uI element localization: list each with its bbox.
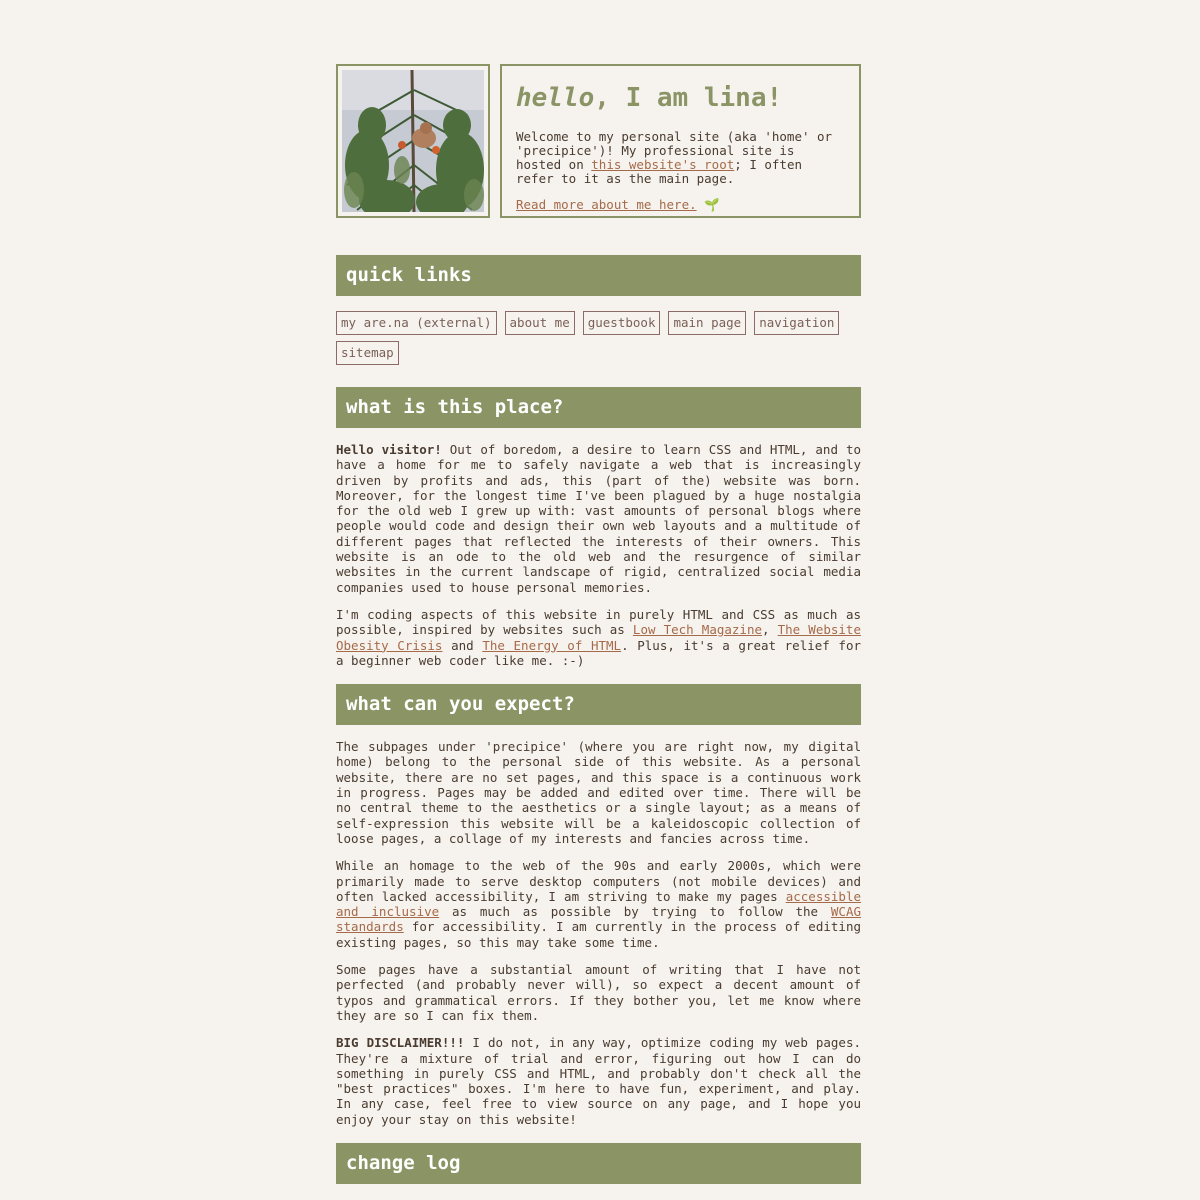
what-is-sep: , [762,622,778,638]
read-more-line [516,198,845,212]
greeting-emphasis: hello [516,83,595,113]
what-is-text-2b: . Plus, it's a great relief for a beginner web coder like me. :-) [336,637,862,668]
intro-text-1: Welcome to my personal site (aka 'home' or 'precipice')! My professional site is hosted on [516,129,833,172]
hello-visitor-bold: Hello visitor! [336,442,442,457]
expect-paragraph-2 [336,858,861,950]
expect-heading: what can you expect? [336,684,861,725]
what-is-and: and [442,637,483,653]
intro-text-2: ; I often refer to it as the main page. [516,157,802,186]
page-title [516,80,845,116]
expect-text-2b: as much as possible by trying to follow the [439,904,831,920]
read-more-link[interactable]: Read more about me here. [516,197,697,212]
quick-link-arena[interactable]: my are.na (external) [336,311,497,335]
disclaimer-bold: BIG DISCLAIMER!!! [336,1035,465,1051]
website-obesity-crisis-link[interactable]: The Website Obesity Crisis [336,622,861,653]
expect-text-4: I do not, in any way, optimize coding my web pages. They're a mixture of trial and error, figuring out how I can do something in purely CSS and HTML, and probably don't check all the "best practices" boxes. I'm here to have fun, experiment, and play. In any case, feel free to view source on any page, and I hope you enjoy your stay on this website! [336,1035,861,1127]
profile-photo-frame [336,64,490,218]
expect-paragraph-4 [336,1035,861,1127]
energy-of-html-link[interactable]: The Energy of HTML [482,637,622,653]
wcag-standards-link[interactable]: WCAG standards [336,904,862,935]
website-root-link[interactable]: this website's root [591,157,735,172]
quick-link-main-page[interactable]: main page [668,311,746,335]
quick-link-navigation[interactable]: navigation [754,311,839,335]
expect-text-2a: While an homage to the web of the 90s and early 2000s, which were primarily made to serve desktop computers (not mobile devices) and often lacked accessibility, I am striving to make my pages [336,858,861,904]
sprout-icon: 🌱 [704,197,720,212]
quick-link-sitemap[interactable]: sitemap [336,341,399,365]
expect-paragraph-3: Some pages have a substantial amount of writing that I have not perfected (and probably never will), so expect a decent amount of typos and grammatical errors. If they bother you, let me know where they are so I can fix them. [336,962,861,1023]
what-is-heading: what is this place? [336,387,861,428]
expect-paragraph-1: The subpages under 'precipice' (where you are right now, my digital home) belong to the personal side of this website. As a personal website, there are no set pages, and this space is a continuous work in progress. Pages may be added and edited over time. There will be no central theme to the aesthetics or a single layout; as a means of self-expression this website will be a kaleidoscopic collection of loose pages, a collage of my interests and fancies across time. [336,739,861,846]
low-tech-magazine-link[interactable]: Low Tech Magazine [632,622,762,638]
main-column [336,64,861,1184]
profile-photo [342,70,484,212]
quick-link-guestbook[interactable]: guestbook [583,311,661,335]
quick-links-list [336,311,861,365]
what-is-paragraph-1 [336,442,861,595]
quick-links-heading: quick links [336,255,861,296]
quick-link-about-me[interactable]: about me [505,311,575,335]
changelog-heading: change log [336,1143,861,1184]
intro-box [500,64,861,218]
what-is-text-2a: I'm coding aspects of this website in purely HTML and CSS as much as possible, inspired by websites such as [336,606,861,638]
accessible-inclusive-link[interactable]: accessible and inclusive [336,888,861,920]
what-is-text-1: Out of boredom, a desire to learn CSS and HTML, and to have a home for me to safely navigate a web that is increasingly driven by profits and ads, this (part of the) website was born. Moreover, for the longest time I've been plagued by a huge nostalgia for the old web I grew up with: vast amounts of personal blogs where people would code and design their own web layouts and a multitude of different pages that reflected the interests of their owners. This website is an ode to the old web and the resurgence of similar websites in the current landscape of rigid, centralized social media companies used to house personal memories. [336,442,862,595]
what-is-paragraph-2 [336,607,861,668]
plant-photo-image [342,70,484,212]
intro-paragraph [516,130,845,186]
greeting-text: , I am lina! [594,83,783,113]
expect-text-2c: for accessibility. I am currently in the process of editing existing pages, so this may take some time. [336,919,861,950]
profile-header [336,64,861,218]
